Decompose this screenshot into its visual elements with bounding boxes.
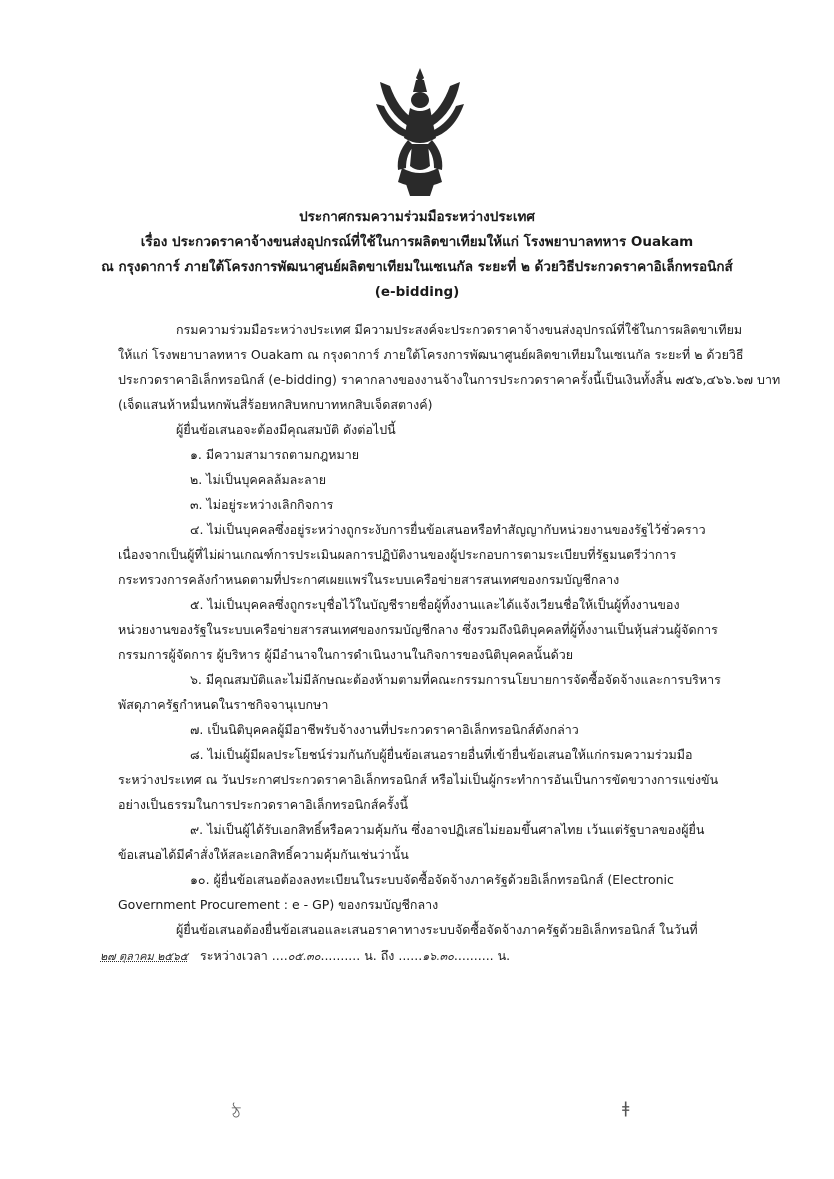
qualification-item-10-line-1: ๑๐. ผู้ยื่นข้อเสนอต้องลงทะเบียนในระบบจัดซื้อจัดจ้างภาครัฐด้วยอิเล็กทรอนิกส์ (Electronic — [190, 872, 674, 887]
qualification-item-10-line-2: Government Procurement : e - GP) ของกรมบัญชีกลาง — [118, 897, 439, 912]
qualification-item-9-line-2: ข้อเสนอได้มีคำสั่งให้สละเอกสิทธิ์ความคุ้มกันเช่นว่านั้น — [118, 847, 409, 862]
qualification-item-8-line-2: ระหว่างประเทศ ณ วันประกาศประกวดราคาอิเล็กทรอนิกส์ หรือไม่เป็นผู้กระทำการอันเป็นการขัดขวางการแข่งขัน — [118, 772, 719, 787]
qualification-item-3: ๓. ไม่อยู่ระหว่างเลิกกิจการ — [190, 497, 334, 512]
qualification-item-9-line-1: ๙. ไม่เป็นผู้ได้รับเอกสิทธิ์หรือความคุ้มกัน ซึ่งอาจปฏิเสธไม่ยอมขึ้นศาลไทย เว้นแต่รัฐบาลของผู้ยื่น — [190, 822, 705, 837]
intro-line-4: (เจ็ดแสนห้าหมื่นหกพันสี่ร้อยหกสิบหกบาทหกสิบเจ็ดสตางค์) — [118, 397, 433, 412]
announcement-heading: ประกาศกรมความร่วมมือระหว่างประเทศ — [299, 209, 535, 225]
qualification-item-6-line-1: ๖. มีคุณสมบัติและไม่มีลักษณะต้องห้ามตามที่คณะกรรมการนโยบายการจัดซื้อจัดจ้างและการบริหาร — [190, 672, 721, 687]
handwritten-end-time: ๑๖.๓๐ — [422, 950, 454, 963]
handwritten-start-time: ๐๕.๓๐ — [287, 950, 321, 963]
intro-line-3: ประกวดราคาอิเล็กทรอนิกส์ (e-bidding) ราคากลางของงานจ้างในการประกวดราคาครั้งนี้เป็นเงินทั้งสิ้น ๗๕๖,๔๖๖.๖๗ บาท — [118, 372, 781, 387]
time-label: ระหว่างเวลา — [200, 948, 268, 963]
submission-line-1: ผู้ยื่นข้อเสนอต้องยื่นข้อเสนอและเสนอราคาทางระบบจัดซื้อจัดจ้างภาครัฐด้วยอิเล็กทรอนิกส์ ในวันที่ — [176, 922, 698, 937]
qualification-item-5-line-3: กรรมการผู้จัดการ ผู้บริหาร ผู้มีอำนาจในการดำเนินงานในกิจการของนิติบุคคลนั้นด้วย — [118, 647, 574, 662]
initial-mark-left: ঠ — [232, 1103, 241, 1122]
qualification-item-7: ๗. เป็นนิติบุคคลผู้มีอาชีพรับจ้างงานที่ประกวดราคาอิเล็กทรอนิกส์ดังกล่าว — [190, 722, 579, 737]
qualification-item-5-line-1: ๕. ไม่เป็นบุคคลซึ่งถูกระบุชื่อไว้ในบัญชีรายชื่อผู้ทิ้งงานและได้แจ้งเวียนชื่อให้เป็นผู้ทิ้งงานของ — [190, 597, 680, 612]
qualification-item-2: ๒. ไม่เป็นบุคคลล้มละลาย — [190, 472, 327, 487]
qualification-item-4-line-2: เนื่องจากเป็นผู้ที่ไม่ผ่านเกณฑ์การประเมินผลการปฏิบัติงานของผู้ประกอบการตามระเบียบที่รัฐมนตรีว่าการ — [118, 547, 677, 562]
qualification-item-8-line-3: อย่างเป็นธรรมในการประกวดราคาอิเล็กทรอนิกส์ครั้งนี้ — [118, 797, 409, 812]
qualification-item-6-line-2: พัสดุภาครัฐกำหนดในราชกิจจานุเบกษา — [118, 697, 329, 712]
time-unit-to: น. ถึง — [364, 948, 395, 963]
time-unit-end: น. — [497, 948, 511, 963]
intro-line-2: ให้แก่ โรงพยาบาลทหาร Ouakam ณ กรุงดาการ์ ภายใต้โครงการพัฒนาศูนย์ผลิตขาเทียมในเซเนกัล ระยะที่ ๒ ด้วยวิธี — [118, 347, 744, 362]
garuda-emblem — [372, 64, 468, 200]
intro-line-1: กรมความร่วมมือระหว่างประเทศ มีความประสงค์จะประกวดราคาจ้างขนส่งอุปกรณ์ที่ใช้ในการผลิตขาเทียม — [176, 322, 743, 337]
qualification-item-8-line-1: ๘. ไม่เป็นผู้มีผลประโยชน์ร่วมกันกับผู้ยื่นข้อเสนอรายอื่นที่เข้ายื่นข้อเสนอให้แก่กรมความร่วมมือ — [190, 747, 693, 762]
qualification-item-4-line-3: กระทรวงการคลังกำหนดตามที่ประกาศเผยแพร่ในระบบเครือข่ายสารสนเทศของกรมบัญชีกลาง — [118, 572, 620, 587]
qualification-item-4-line-1: ๔. ไม่เป็นบุคคลซึ่งอยู่ระหว่างถูกระงับการยื่นข้อเสนอหรือทำสัญญากับหน่วยงานของรัฐไว้ชั่วคราว — [190, 522, 706, 537]
subject-line-2: ณ กรุงดาการ์ ภายใต้โครงการพัฒนาศูนย์ผลิตขาเทียมในเซเนกัล ระยะที่ ๒ ด้วยวิธีประกวดราคาอิเล็กทรอนิกส์ — [101, 259, 733, 275]
initial-mark-right: ǂ — [622, 1098, 630, 1117]
subject-line-1: เรื่อง ประกวดราคาจ้างขนส่งอุปกรณ์ที่ใช้ในการผลิตขาเทียมให้แก่ โรงพยาบาลทหาร Ouakam — [140, 234, 694, 250]
qualification-item-1: ๑. มีความสามารถตามกฎหมาย — [190, 447, 360, 462]
submission-line-2: ๒๗ ตุลาคม ๒๕๖๕ ระหว่างเวลา ....๐๕.๓๐.......... น. ถึง ......๑๖.๓๐.......... น. — [100, 948, 511, 963]
handwritten-date: ๒๗ ตุลาคม ๒๕๖๕ — [100, 950, 189, 963]
subject-line-3: (e-bidding) — [374, 284, 460, 300]
qualification-item-5-line-2: หน่วยงานของรัฐในระบบเครือข่ายสารสนเทศของกรมบัญชีกลาง ซึ่งรวมถึงนิติบุคคลที่ผู้ทิ้งงานเป็นหุ้นส่วนผู้จัดการ — [118, 622, 718, 637]
qualifications-intro: ผู้ยื่นข้อเสนอจะต้องมีคุณสมบัติ ดังต่อไปนี้ — [176, 422, 396, 437]
